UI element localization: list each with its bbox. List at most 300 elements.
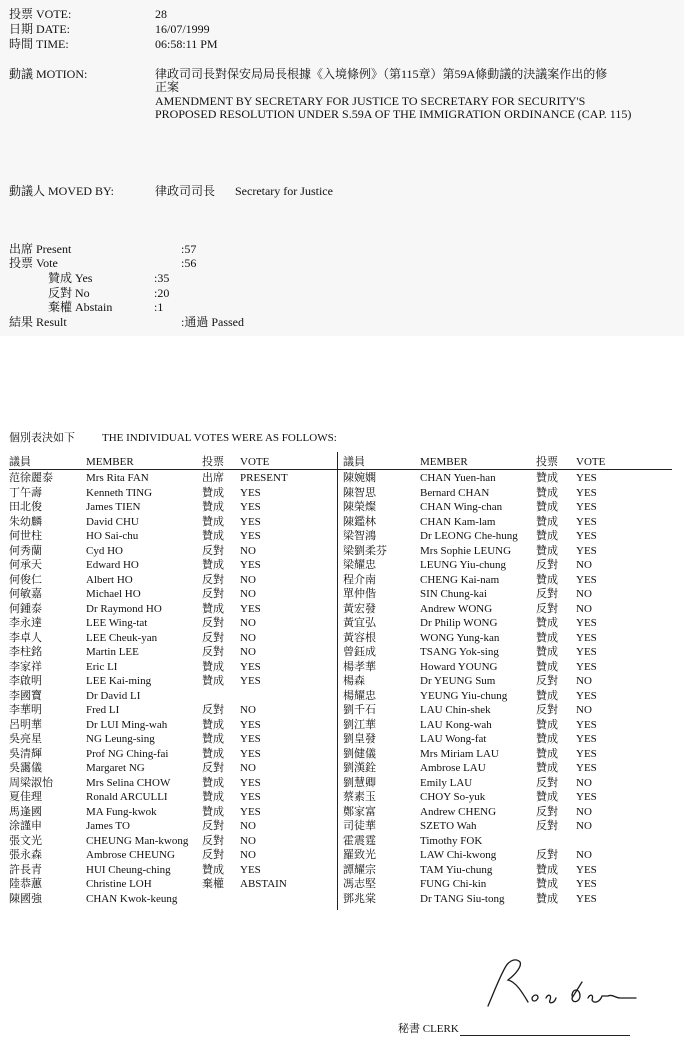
vote-en: YES <box>576 501 597 513</box>
no-label: 反對 No <box>48 286 90 300</box>
vote-row <box>343 776 669 791</box>
member-name-en: Howard YOUNG <box>420 660 498 673</box>
time-value: 06:58:11 PM <box>155 37 218 51</box>
member-name-zh: 夏佳理 <box>9 791 42 803</box>
vote-en: YES <box>240 501 261 513</box>
vote-zh: 反對 <box>536 559 558 571</box>
vote-zh: 反對 <box>202 762 224 774</box>
member-name-zh: 吳亮星 <box>9 733 42 745</box>
vote-row <box>343 877 669 892</box>
member-name-zh: 劉健儀 <box>343 747 376 760</box>
vote-row <box>9 834 335 849</box>
member-name-zh: 丁午壽 <box>9 486 42 499</box>
moved-by-en: Secretary for Justice <box>235 184 333 198</box>
vote-row <box>9 486 335 501</box>
vote-row <box>9 689 335 704</box>
member-name-zh: 呂明華 <box>9 718 42 731</box>
member-name-zh: 劉千石 <box>343 704 376 716</box>
vote-row <box>9 616 335 631</box>
member-name-zh: 黃宜弘 <box>343 617 376 629</box>
member-name-zh: 陸恭蕙 <box>9 878 42 890</box>
member-name-en: LAU Chin-shek <box>420 704 491 716</box>
member-name-zh: 梁劉柔芬 <box>343 544 387 557</box>
vote-row <box>9 587 335 602</box>
individual-title-en: THE INDIVIDUAL VOTES WERE AS FOLLOWS: <box>102 432 337 444</box>
member-name-zh: 李華明 <box>9 704 42 716</box>
vote-zh: 反對 <box>202 544 224 557</box>
vote-en: YES <box>576 863 597 876</box>
vote-row <box>9 790 335 805</box>
member-name-en: Mrs Rita FAN <box>86 472 149 484</box>
vote-zh: 贊成 <box>202 805 224 818</box>
vote-row <box>343 892 669 907</box>
member-name-zh: 周梁淑怡 <box>9 776 53 789</box>
vote-row <box>343 718 669 733</box>
vote-row <box>343 558 669 573</box>
vote-en: YES <box>240 602 261 615</box>
vote-row <box>343 689 669 704</box>
member-name-zh: 鄧兆棠 <box>343 892 376 905</box>
vote-zh: 反對 <box>536 805 558 818</box>
vote-row <box>343 645 669 660</box>
vote-zh: 贊成 <box>536 878 558 890</box>
member-name-en: Prof NG Ching-fai <box>86 747 169 760</box>
vote-row <box>9 848 335 863</box>
member-name-en: TAM Yiu-chung <box>420 863 493 876</box>
vote-zh: 反對 <box>202 704 224 716</box>
vote-en: NO <box>240 573 256 586</box>
vote-zh: 贊成 <box>536 544 558 557</box>
vote-row <box>9 703 335 718</box>
member-name-en: LEE Kai-ming <box>86 675 152 687</box>
vote-row <box>9 747 335 762</box>
vote-en: YES <box>576 631 597 644</box>
member-name-en: Andrew WONG <box>420 602 493 615</box>
vote-zh: 贊成 <box>536 631 558 644</box>
member-name-zh: 何俊仁 <box>9 573 42 586</box>
member-name-en: LAW Chi-kwong <box>420 849 497 861</box>
member-name-zh: 何世柱 <box>9 530 42 542</box>
member-name-zh: 何秀蘭 <box>9 544 42 557</box>
member-name-zh: 李國寶 <box>9 689 42 702</box>
time-label: 時間 TIME: <box>9 37 69 51</box>
member-name-zh: 陳婉嫻 <box>343 472 376 484</box>
vote-number: 28 <box>155 7 167 21</box>
vote-en: NO <box>240 588 256 600</box>
vote-row <box>9 515 335 530</box>
vote-en: NO <box>240 849 256 861</box>
vote-row <box>9 660 335 675</box>
vote-row <box>343 732 669 747</box>
yes-count: :35 <box>154 271 170 285</box>
member-name-en: FUNG Chi-kin <box>420 878 487 890</box>
vote-en: YES <box>240 733 261 745</box>
member-name-en: Margaret NG <box>86 762 145 774</box>
vote-zh: 反對 <box>536 704 558 716</box>
vote-row <box>343 834 669 849</box>
member-name-zh: 蔡素玉 <box>343 791 376 803</box>
header-rule <box>9 469 672 470</box>
header-band <box>0 0 684 336</box>
member-name-zh: 劉慧卿 <box>343 776 376 789</box>
vote-zh: 贊成 <box>536 718 558 731</box>
member-name-zh: 馮志堅 <box>343 878 376 890</box>
vote-row <box>343 660 669 675</box>
member-name-en: Emily LAU <box>420 776 473 789</box>
vote-zh: 贊成 <box>536 762 558 774</box>
vote-zh: 反對 <box>536 776 558 789</box>
vote-row <box>9 732 335 747</box>
member-name-en: Christine LOH <box>86 878 152 890</box>
member-name-en: Edward HO <box>86 559 139 571</box>
vote-zh: 反對 <box>536 849 558 861</box>
moved-by-zh: 律政司司長 <box>155 184 216 198</box>
member-name-en: Dr Raymond HO <box>86 602 162 615</box>
member-name-zh: 鄭家富 <box>343 805 376 818</box>
member-name-en: CHENG Kai-nam <box>420 573 500 586</box>
vote-zh: 反對 <box>202 617 224 629</box>
member-name-en: Martin LEE <box>86 646 139 658</box>
motion-en-line2: PROPOSED RESOLUTION UNDER S.59A OF THE IMMIGRATION ORDINANCE (CAP. 115) <box>155 107 632 121</box>
member-name-en: Ambrose LAU <box>420 762 486 774</box>
member-name-zh: 楊耀忠 <box>343 689 376 702</box>
vote-row <box>343 790 669 805</box>
vote-zh: 贊成 <box>536 573 558 586</box>
member-name-zh: 司徒華 <box>343 820 376 832</box>
member-name-en: James TO <box>86 820 130 832</box>
result-label: 結果 Result <box>9 315 67 329</box>
member-name-en: Ronald ARCULLI <box>86 791 168 803</box>
vote-zh: 反對 <box>536 820 558 832</box>
vote-en: NO <box>240 762 256 774</box>
vote-en: YES <box>576 791 597 803</box>
member-name-zh: 何敏嘉 <box>9 588 42 600</box>
vote-zh: 贊成 <box>536 863 558 876</box>
member-name-zh: 譚耀宗 <box>343 863 376 876</box>
vote-zh-header: 投票 <box>202 456 224 468</box>
vote-en: YES <box>576 646 597 658</box>
vote-zh: 贊成 <box>536 472 558 484</box>
vote-zh: 贊成 <box>536 733 558 745</box>
vote-en: YES <box>576 544 597 557</box>
vote-row <box>9 573 335 588</box>
vote-zh: 贊成 <box>536 791 558 803</box>
vote-en: NO <box>576 805 592 818</box>
member-name-en: Mrs Sophie LEUNG <box>420 544 512 557</box>
vote-zh: 反對 <box>202 849 224 861</box>
member-name-en: Bernard CHAN <box>420 486 490 499</box>
vote-row <box>343 674 669 689</box>
member-name-zh: 李家祥 <box>9 660 42 673</box>
vote-en: YES <box>240 530 261 542</box>
member-zh-header: 議員 <box>343 456 365 468</box>
vote-row <box>343 587 669 602</box>
vote-row <box>343 544 669 559</box>
vote-en: NO <box>576 776 592 789</box>
vote-zh: 反對 <box>202 631 224 644</box>
vote-en: YES <box>576 515 597 528</box>
vote-en: PRESENT <box>240 472 288 484</box>
vote-zh: 反對 <box>536 602 558 615</box>
vote-en: YES <box>240 486 261 499</box>
vote-row <box>9 718 335 733</box>
member-name-zh: 陳鑑林 <box>343 515 376 528</box>
vote-zh: 反對 <box>202 573 224 586</box>
vote-en: YES <box>576 472 597 484</box>
vote-en: NO <box>576 559 592 571</box>
vote-zh: 贊成 <box>202 675 224 687</box>
member-name-en: Dr David LI <box>86 689 141 702</box>
member-name-zh: 李啟明 <box>9 675 42 687</box>
vote-zh: 贊成 <box>202 486 224 499</box>
vote-en: YES <box>576 486 597 499</box>
motion-en-line1: AMENDMENT BY SECRETARY FOR JUSTICE TO SECRETARY FOR SECURITY'S <box>155 94 586 108</box>
member-name-zh: 朱幼麟 <box>9 515 42 528</box>
vote-en: YES <box>240 675 261 687</box>
member-name-en: Eric LI <box>86 660 118 673</box>
vote-row <box>9 602 335 617</box>
vote-row <box>9 877 335 892</box>
vote-en: YES <box>576 878 597 890</box>
member-name-zh: 曾鈺成 <box>343 646 376 658</box>
vote-row <box>343 486 669 501</box>
member-name-en: CHOY So-yuk <box>420 791 486 803</box>
vote-row <box>9 776 335 791</box>
column-divider <box>337 452 338 910</box>
vote-zh: 贊成 <box>202 733 224 745</box>
vote-en: YES <box>240 515 261 528</box>
vote-en: YES <box>240 863 261 876</box>
result-value: :通過 Passed <box>181 315 245 329</box>
present-count: :57 <box>181 242 197 256</box>
motion-zh-line2: 正案 <box>155 80 180 94</box>
member-name-zh: 吳清輝 <box>9 747 42 760</box>
vote-en: YES <box>576 892 597 905</box>
member-name-en: LEE Cheuk-yan <box>86 631 158 644</box>
member-name-en: Mrs Miriam LAU <box>420 747 499 760</box>
member-name-en: David CHU <box>86 515 139 528</box>
vote-en-header: VOTE <box>240 456 270 468</box>
vote-zh: 贊成 <box>536 646 558 658</box>
vote-en: NO <box>240 704 256 716</box>
member-name-en: CHAN Wing-chan <box>420 501 503 513</box>
member-name-zh: 李永達 <box>9 617 42 629</box>
vote-en: NO <box>576 602 592 615</box>
vote-en: YES <box>576 573 597 586</box>
member-name-zh: 何鍾泰 <box>9 602 42 615</box>
vote-zh: 贊成 <box>536 892 558 905</box>
vote-row <box>9 819 335 834</box>
vote-row <box>343 500 669 515</box>
vote-zh-header: 投票 <box>536 456 558 468</box>
vote-en: NO <box>576 820 592 832</box>
member-name-en: CHAN Kwok-keung <box>86 892 178 905</box>
vote-row <box>9 631 335 646</box>
vote-en: NO <box>576 704 592 716</box>
member-name-en: YEUNG Yiu-chung <box>420 689 508 702</box>
member-name-en: LAU Kong-wah <box>420 718 492 731</box>
member-name-en: NG Leung-sing <box>86 733 155 745</box>
vote-row <box>9 645 335 660</box>
clerk-signature <box>476 952 672 1016</box>
member-name-zh: 劉皇發 <box>343 733 376 745</box>
member-name-en: HO Sai-chu <box>86 530 139 542</box>
vote-zh: 出席 <box>202 472 224 484</box>
member-name-zh: 陳智思 <box>343 486 376 499</box>
vote-zh: 棄權 <box>202 878 224 890</box>
vote-en: YES <box>576 747 597 760</box>
vote-en: YES <box>240 747 261 760</box>
member-en-header: MEMBER <box>86 456 134 468</box>
member-name-en: Kenneth TING <box>86 486 153 499</box>
moved-by-label: 動議人 MOVED BY: <box>9 184 114 198</box>
member-name-en: Dr LUI Ming-wah <box>86 718 168 731</box>
member-name-en: Michael HO <box>86 588 141 600</box>
vote-row <box>9 761 335 776</box>
vote-en: NO <box>576 588 592 600</box>
member-name-zh: 楊森 <box>343 675 365 687</box>
vote-zh: 反對 <box>202 834 224 847</box>
member-name-zh: 霍震霆 <box>343 834 376 847</box>
vote-count: :56 <box>181 256 197 270</box>
member-name-zh: 程介南 <box>343 573 376 586</box>
member-name-zh: 黃容根 <box>343 631 376 644</box>
member-name-en: Cyd HO <box>86 544 123 557</box>
member-name-en: Timothy FOK <box>420 834 483 847</box>
member-name-zh: 李柱銘 <box>9 646 42 658</box>
date-value: 16/07/1999 <box>155 22 210 36</box>
vote-row <box>343 863 669 878</box>
member-name-zh: 李卓人 <box>9 631 42 644</box>
vote-zh: 贊成 <box>202 718 224 731</box>
vote-label: 投票 VOTE: <box>9 7 72 21</box>
vote-en: NO <box>240 631 256 644</box>
vote-en: YES <box>576 530 597 542</box>
member-name-en: HUI Cheung-ching <box>86 863 171 876</box>
vote-row <box>343 515 669 530</box>
vote-en: NO <box>240 617 256 629</box>
member-name-en: MA Fung-kwok <box>86 805 157 818</box>
vote-zh: 贊成 <box>202 501 224 513</box>
vote-zh: 贊成 <box>202 791 224 803</box>
member-name-en: LEUNG Yiu-chung <box>420 559 507 571</box>
vote-zh: 反對 <box>202 588 224 600</box>
vote-zh: 贊成 <box>202 530 224 542</box>
clerk-signature-line <box>460 1035 630 1036</box>
vote-zh: 贊成 <box>202 747 224 760</box>
vote-row <box>343 703 669 718</box>
vote-en: YES <box>240 718 261 731</box>
vote-row <box>9 892 335 907</box>
member-name-zh: 梁耀忠 <box>343 559 376 571</box>
yes-label: 贊成 Yes <box>48 271 93 285</box>
vote-en: YES <box>576 718 597 731</box>
vote-row <box>343 602 669 617</box>
vote-row <box>9 500 335 515</box>
member-name-en: Dr TANG Siu-tong <box>420 892 505 905</box>
member-name-en: Dr Philip WONG <box>420 617 498 629</box>
vote-en: NO <box>240 544 256 557</box>
vote-row <box>343 616 669 631</box>
vote-en: YES <box>576 762 597 774</box>
present-label: 出席 Present <box>9 242 72 256</box>
vote-row <box>343 805 669 820</box>
clerk-label: 秘書 CLERK <box>398 1023 459 1035</box>
member-name-zh: 許長青 <box>9 863 42 876</box>
vote-row <box>343 631 669 646</box>
vote-row <box>343 848 669 863</box>
vote-row <box>9 471 335 486</box>
member-name-zh: 陳榮燦 <box>343 501 376 513</box>
vote-zh: 贊成 <box>536 689 558 702</box>
vote-zh: 贊成 <box>536 617 558 629</box>
member-name-zh: 羅致光 <box>343 849 376 861</box>
vote-en: NO <box>240 646 256 658</box>
vote-count-label: 投票 Vote <box>9 256 58 270</box>
vote-en: YES <box>576 617 597 629</box>
vote-en: YES <box>576 689 597 702</box>
vote-zh: 贊成 <box>202 660 224 673</box>
vote-en-header: VOTE <box>576 456 606 468</box>
abstain-count: :1 <box>154 300 164 314</box>
member-name-en: LEE Wing-tat <box>86 617 148 629</box>
member-name-zh: 吳靄儀 <box>9 762 42 774</box>
member-name-zh: 范徐麗泰 <box>9 472 53 484</box>
date-label: 日期 DATE: <box>9 22 70 36</box>
motion-label: 動議 MOTION: <box>9 67 88 81</box>
vote-en: YES <box>240 660 261 673</box>
vote-row <box>343 529 669 544</box>
member-name-zh: 單仲偕 <box>343 588 376 600</box>
vote-row <box>9 805 335 820</box>
vote-row <box>9 529 335 544</box>
vote-row <box>343 747 669 762</box>
member-name-zh: 黃宏發 <box>343 602 376 615</box>
vote-en: NO <box>576 675 592 687</box>
vote-en: YES <box>240 791 261 803</box>
member-name-zh: 張永森 <box>9 849 42 861</box>
motion-zh-line1: 律政司司長對保安局局長根據《入境條例》（第115章）第59A條動議的決議案作出的修 <box>155 67 608 81</box>
vote-en: YES <box>576 660 597 673</box>
vote-en: NO <box>240 834 256 847</box>
member-name-en: Fred LI <box>86 704 120 716</box>
member-name-zh: 馬逢國 <box>9 805 42 818</box>
vote-row <box>9 544 335 559</box>
vote-row <box>343 819 669 834</box>
individual-title-zh: 個別表決如下 <box>9 432 75 444</box>
member-name-zh: 田北俊 <box>9 501 42 513</box>
member-name-en: Dr LEONG Che-hung <box>420 530 518 542</box>
member-name-en: Dr YEUNG Sum <box>420 675 496 687</box>
member-name-zh: 陳國強 <box>9 892 42 905</box>
vote-zh: 贊成 <box>202 776 224 789</box>
member-name-zh: 劉漢銓 <box>343 762 376 774</box>
vote-zh: 反對 <box>536 675 558 687</box>
member-zh-header: 議員 <box>9 456 31 468</box>
vote-zh: 贊成 <box>536 515 558 528</box>
member-name-en: SZETO Wah <box>420 820 477 832</box>
member-name-en: TSANG Yok-sing <box>420 646 499 658</box>
vote-row <box>9 674 335 689</box>
no-count: :20 <box>154 286 170 300</box>
member-name-en: WONG Yung-kan <box>420 631 500 644</box>
member-name-zh: 梁智鴻 <box>343 530 376 542</box>
vote-row <box>9 558 335 573</box>
member-name-zh: 張文光 <box>9 834 42 847</box>
abstain-label: 棄權 Abstain <box>48 300 113 314</box>
member-name-en: Albert HO <box>86 573 133 586</box>
vote-zh: 贊成 <box>536 501 558 513</box>
